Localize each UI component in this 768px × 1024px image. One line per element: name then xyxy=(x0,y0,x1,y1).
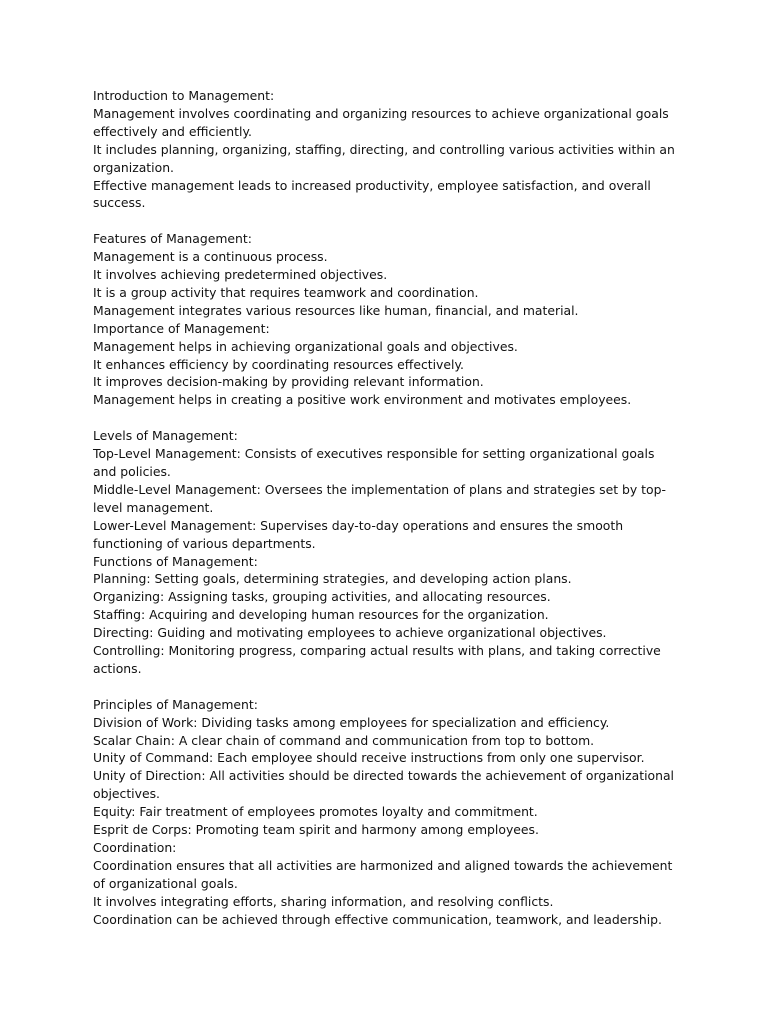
text-line: Planning: Setting goals, determining strategies, and developing action plans. xyxy=(93,571,572,587)
text-line: Scalar Chain: A clear chain of command and communication from top to bottom. xyxy=(93,732,595,748)
text-line: It involves integrating efforts, sharing information, and resolving conflicts. xyxy=(93,893,554,909)
text-line: Coordination ensures that all activities are harmonized and aligned towards the achievement of organizational goals. xyxy=(93,857,673,891)
document-page xyxy=(93,87,681,929)
section-heading: Importance of Management: xyxy=(93,320,270,336)
section-principles-coordination xyxy=(93,696,681,929)
text-line: Lower-Level Management: Supervises day-to-day operations and ensures the smooth functioning of various departments. xyxy=(93,517,624,551)
text-line: Management involves coordinating and organizing resources to achieve organizational goals effectively and efficiently. xyxy=(93,105,669,139)
text-line: It is a group activity that requires teamwork and coordination. xyxy=(93,284,479,300)
text-line: Unity of Command: Each employee should receive instructions from only one supervisor. xyxy=(93,750,645,766)
text-line: Middle-Level Management: Oversees the implementation of plans and strategies set by top-level management. xyxy=(93,481,666,515)
text-line: Staffing: Acquiring and developing human resources for the organization. xyxy=(93,607,549,623)
section-features-importance xyxy=(93,230,681,409)
text-line: Management is a continuous process. xyxy=(93,249,328,265)
section-levels-functions xyxy=(93,427,681,678)
text-line: Unity of Direction: All activities should be directed towards the achievement of organizational objectives. xyxy=(93,768,674,802)
section-heading: Principles of Management: xyxy=(93,696,258,712)
text-line: It involves achieving predetermined objectives. xyxy=(93,267,388,283)
section-heading: Levels of Management: xyxy=(93,428,238,444)
text-line: Organizing: Assigning tasks, grouping activities, and allocating resources. xyxy=(93,589,551,605)
text-line: Equity: Fair treatment of employees promotes loyalty and commitment. xyxy=(93,804,538,820)
section-heading: Coordination: xyxy=(93,840,177,856)
section-heading: Features of Management: xyxy=(93,231,252,247)
section-heading: Functions of Management: xyxy=(93,553,258,569)
section-introduction xyxy=(93,87,681,212)
text-line: Coordination can be achieved through effective communication, teamwork, and leadership. xyxy=(93,911,662,927)
text-line: Controlling: Monitoring progress, comparing actual results with plans, and taking corrective actions. xyxy=(93,643,661,676)
text-line: Management integrates various resources like human, financial, and material. xyxy=(93,302,579,318)
text-line: It includes planning, organizing, staffing, directing, and controlling various activities within an organization. xyxy=(93,141,675,175)
text-line: Top-Level Management: Consists of executives responsible for setting organizational goals and policies. xyxy=(93,446,655,479)
section-heading: Introduction to Management: xyxy=(93,88,275,103)
text-line: Esprit de Corps: Promoting team spirit and harmony among employees. xyxy=(93,822,539,838)
text-line: Management helps in achieving organizational goals and objectives. xyxy=(93,338,518,354)
text-line: Directing: Guiding and motivating employees to achieve organizational objectives. xyxy=(93,625,607,641)
text-line: Management helps in creating a positive work environment and motivates employees. xyxy=(93,392,632,408)
text-line: Division of Work: Dividing tasks among employees for specialization and efficiency. xyxy=(93,714,610,730)
text-line: It improves decision-making by providing relevant information. xyxy=(93,374,484,390)
text-line: It enhances efficiency by coordinating resources effectively. xyxy=(93,356,464,372)
text-line: Effective management leads to increased productivity, employee satisfaction, and overall success. xyxy=(93,177,651,211)
